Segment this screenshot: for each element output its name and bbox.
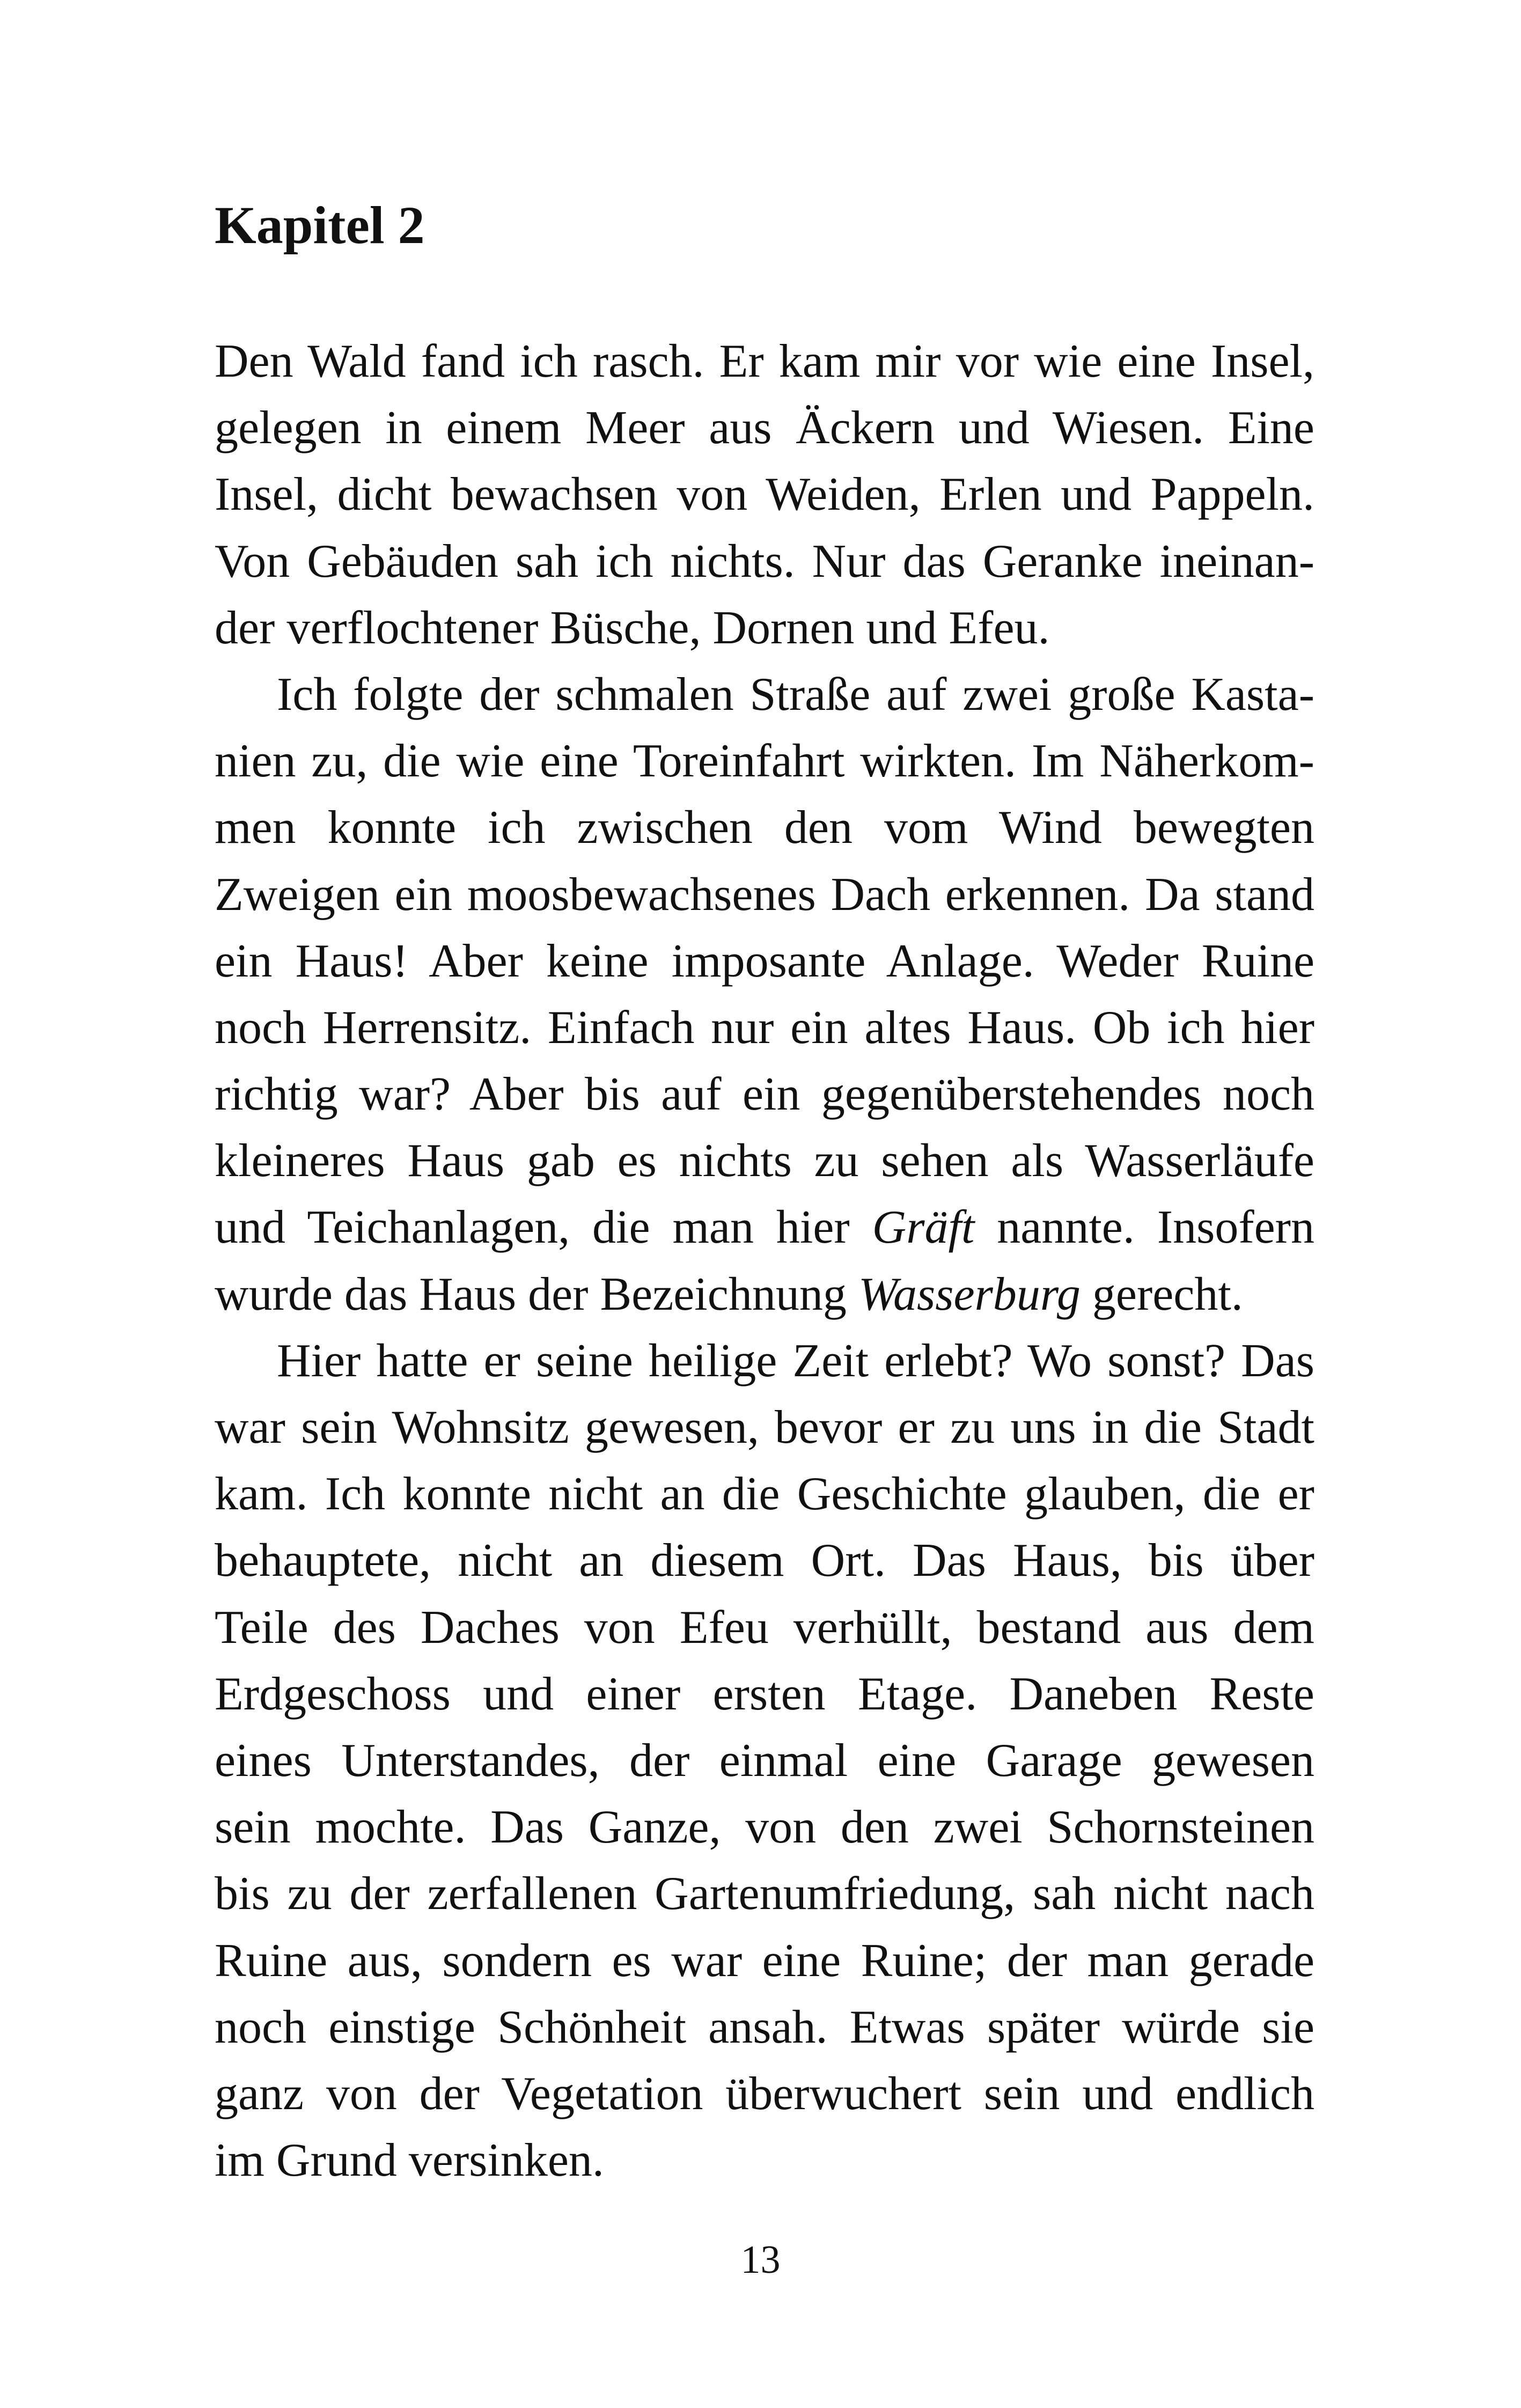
text-line: wurde das Haus der Bezeichnung Wasserburg gerecht.: [215, 1268, 1243, 1320]
text-line: Teile des Daches von Efeu verhüllt, bestand aus dem: [215, 1601, 1314, 1654]
text-line: ganz von der Vegetation überwuchert sein und endlich: [215, 2067, 1314, 2120]
text-line: Insel, dicht bewachsen von Weiden, Erlen und Pappeln.: [215, 468, 1314, 521]
text-line: im Grund versinken.: [215, 2134, 604, 2187]
text-line: Ruine aus, sondern es war eine Ruine; der man gerade: [215, 1934, 1314, 1987]
text-line: gelegen in einem Meer aus Äckern und Wiesen. Eine: [215, 402, 1314, 454]
text-line: bis zu der zerfallenen Gartenumfriedung, sah nicht nach: [215, 1868, 1314, 1920]
text-line: Ich folgte der schmalen Straße auf zwei große Kasta-: [277, 668, 1314, 721]
text-line: war sein Wohnsitz gewesen, bevor er zu uns in die Stadt: [215, 1401, 1314, 1453]
text-line: sein mochte. Das Ganze, von den zwei Schornsteinen: [215, 1801, 1314, 1854]
text-line: noch Herrensitz. Einfach nur ein altes Haus. Ob ich hier: [215, 1001, 1314, 1054]
text-line: Zweigen ein moosbewachsenes Dach erkennen. Da stand: [215, 868, 1314, 921]
chapter-body-text: [215, 328, 1314, 2194]
text-line: Den Wald fand ich rasch. Er kam mir vor wie eine Insel,: [215, 335, 1314, 387]
page-number: 13: [740, 2238, 781, 2282]
chapter-title: Kapitel 2: [215, 195, 425, 255]
italic-term: Gräft: [872, 1201, 975, 1254]
text-line: nien zu, die wie eine Toreinfahrt wirkten. Im Näherkom-: [215, 735, 1314, 788]
text-line: kam. Ich konnte nicht an die Geschichte glauben, die er: [215, 1468, 1314, 1521]
text-line: der verflochtener Büsche, Dornen und Efeu.: [215, 601, 1050, 654]
text-line: kleineres Haus gab es nichts zu sehen als Wasserläufe: [215, 1135, 1314, 1187]
text-line: Hier hatte er seine heilige Zeit erlebt? Wo sonst? Das: [277, 1334, 1314, 1387]
text-line: richtig war? Aber bis auf ein gegenüberstehendes noch: [215, 1068, 1314, 1121]
text-line: Von Gebäuden sah ich nichts. Nur das Geranke ineinan-: [215, 535, 1314, 588]
text-line: noch einstige Schönheit ansah. Etwas später würde sie: [215, 2001, 1314, 2053]
text-line: und Teichanlagen, die man hier Gräft nannte. Insofern: [215, 1201, 1314, 1254]
text-line: men konnte ich zwischen den vom Wind bewegten: [215, 802, 1314, 854]
text-line: behauptete, nicht an diesem Ort. Das Haus, bis über: [215, 1535, 1314, 1587]
text-line: eines Unterstandes, der einmal eine Garage gewesen: [215, 1734, 1314, 1787]
italic-term: Wasserburg: [858, 1268, 1081, 1320]
text-line: ein Haus! Aber keine imposante Anlage. Weder Ruine: [215, 935, 1314, 987]
text-line: Erdgeschoss und einer ersten Etage. Daneben Reste: [215, 1668, 1314, 1720]
